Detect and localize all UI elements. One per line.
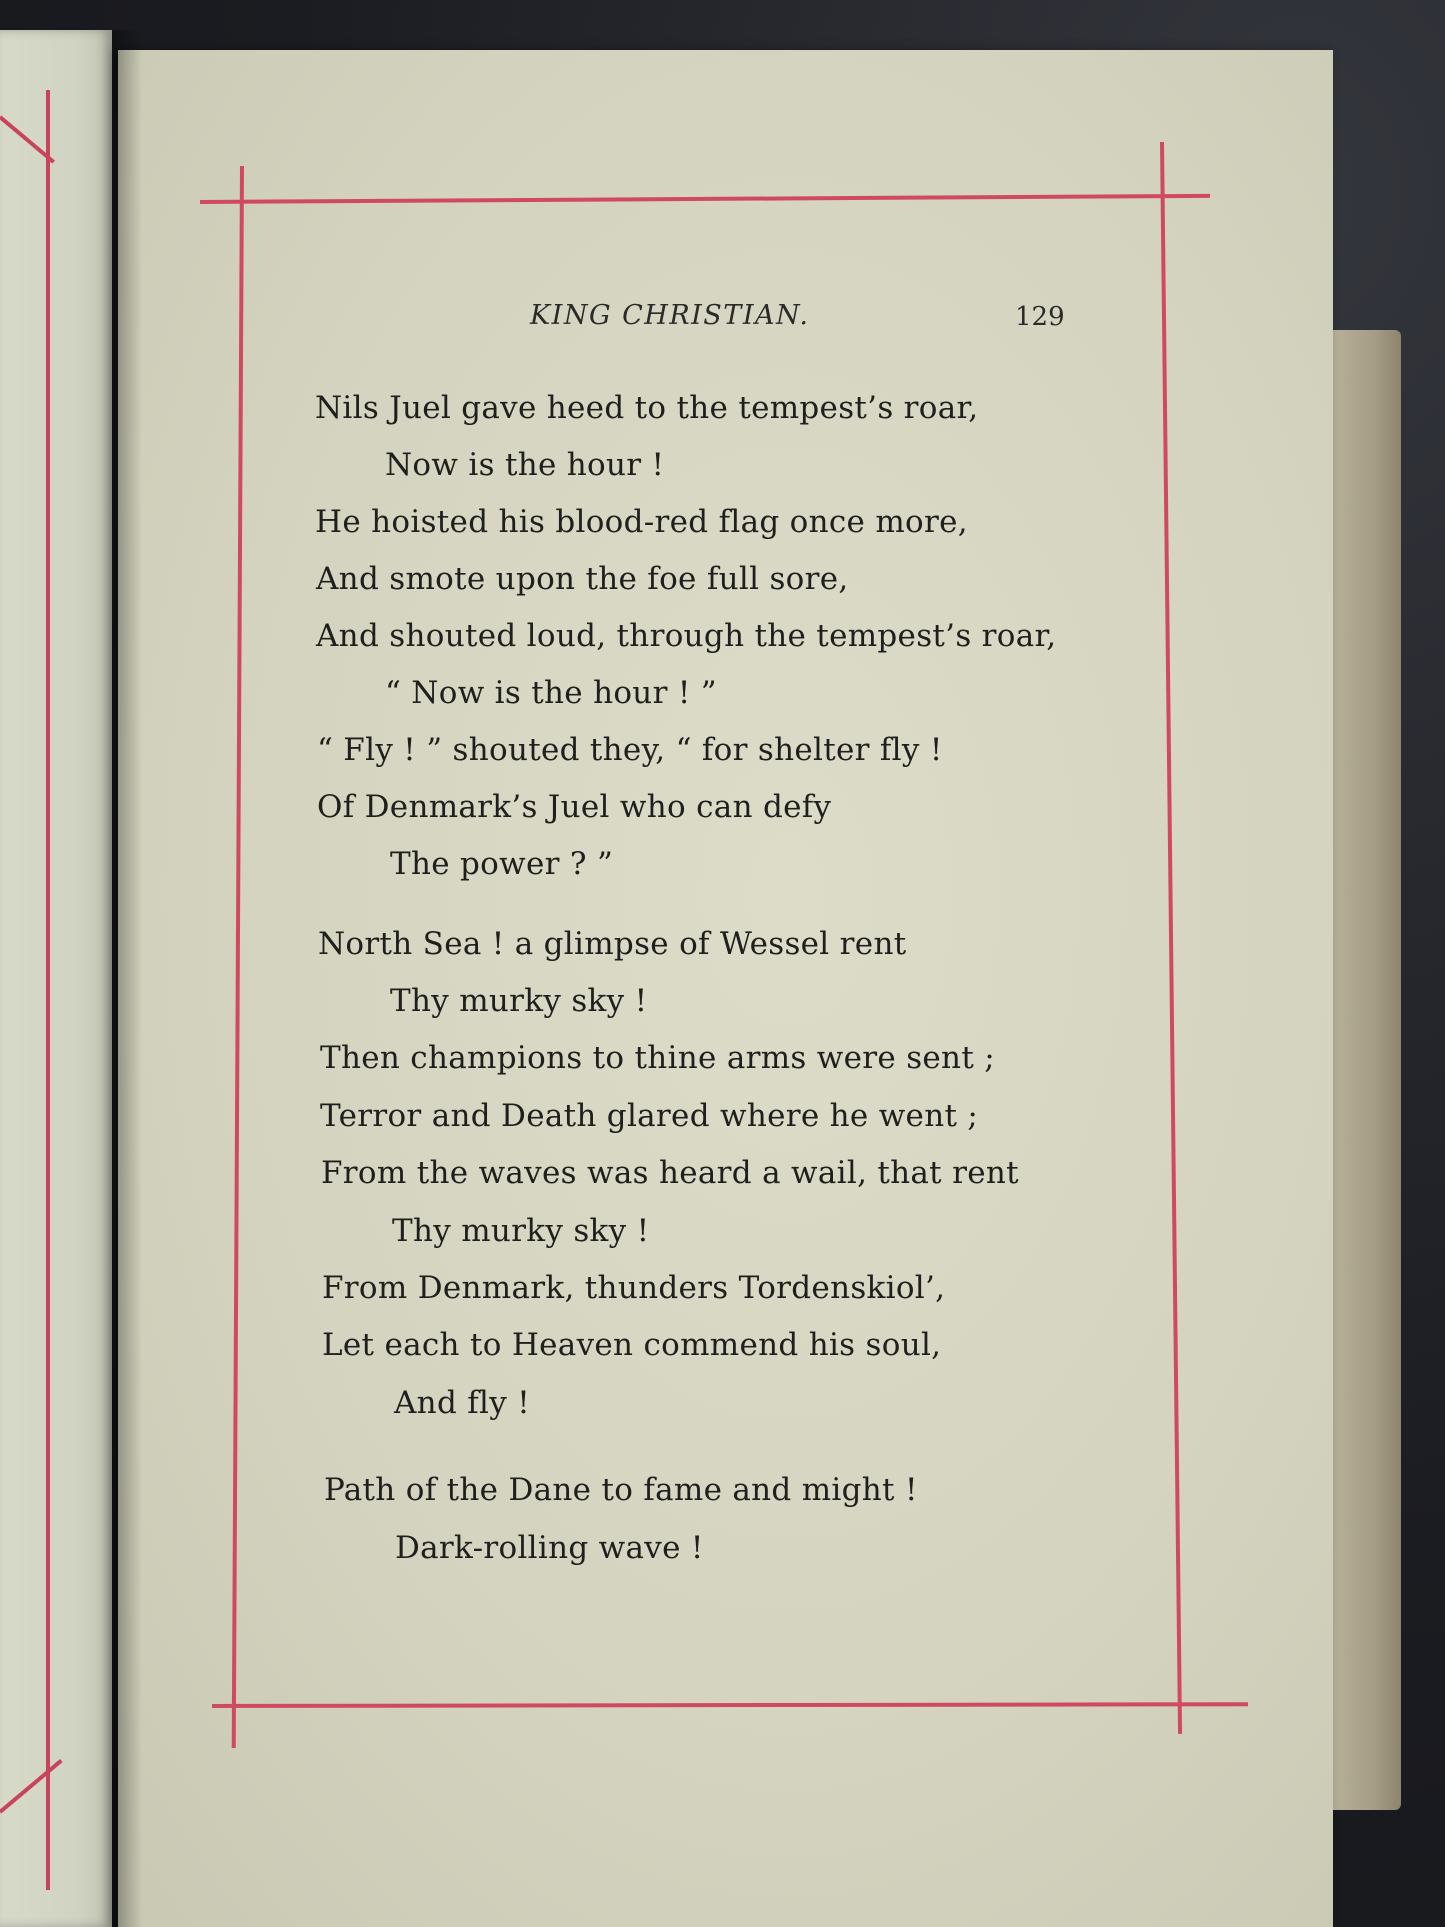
verse-line: Thy murky sky ! [392,1213,650,1249]
verse-line: Then champions to thine arms were sent ; [320,1040,995,1076]
verse-line: Path of the Dane to fame and might ! [324,1472,918,1508]
verse-line: Terror and Death glared where he went ; [320,1098,979,1134]
verse-line: Nils Juel gave heed to the tempest’s roar, [315,390,979,426]
verse-line: From Denmark, thunders Tordenskiol’, [322,1270,946,1306]
page-number: 129 [1015,302,1065,332]
verse-line: Thy murky sky ! [390,983,648,1019]
frame-right-rule [1160,142,1182,1734]
verse-line: He hoisted his blood-red flag once more, [315,504,968,540]
verse-line: The power ? ” [390,846,614,882]
frame-bottom-rule [212,1702,1248,1708]
frame-top-rule [200,194,1210,204]
previous-page [0,30,112,1927]
verse-line: And shouted loud, through the tempest’s roar, [316,618,1057,654]
verse-line: Of Denmark’s Juel who can defy [317,789,832,825]
page-block-edge [1333,330,1401,1810]
frame-left-rule [232,166,244,1748]
verse-line: Let each to Heaven commend his soul, [322,1327,942,1363]
verse-line: Dark-rolling wave ! [395,1530,704,1566]
book-page [118,50,1333,1927]
previous-page-frame-diagonal-bottom [0,1759,63,1813]
verse-line: And smote upon the foe full sore, [316,561,849,597]
verse-line: North Sea ! a glimpse of Wessel rent [318,926,907,962]
running-title: KING CHRISTIAN. [530,300,810,331]
spine-shadow [112,30,142,1927]
verse-line: And fly ! [394,1385,530,1421]
verse-line: Now is the hour ! [385,447,665,483]
previous-page-frame-vertical [46,90,50,1890]
verse-line: “ Now is the hour ! ” [385,675,717,711]
verse-line: “ Fly ! ” shouted they, “ for shelter fly ! [317,732,943,768]
verse-line: From the waves was heard a wail, that rent [321,1155,1019,1191]
